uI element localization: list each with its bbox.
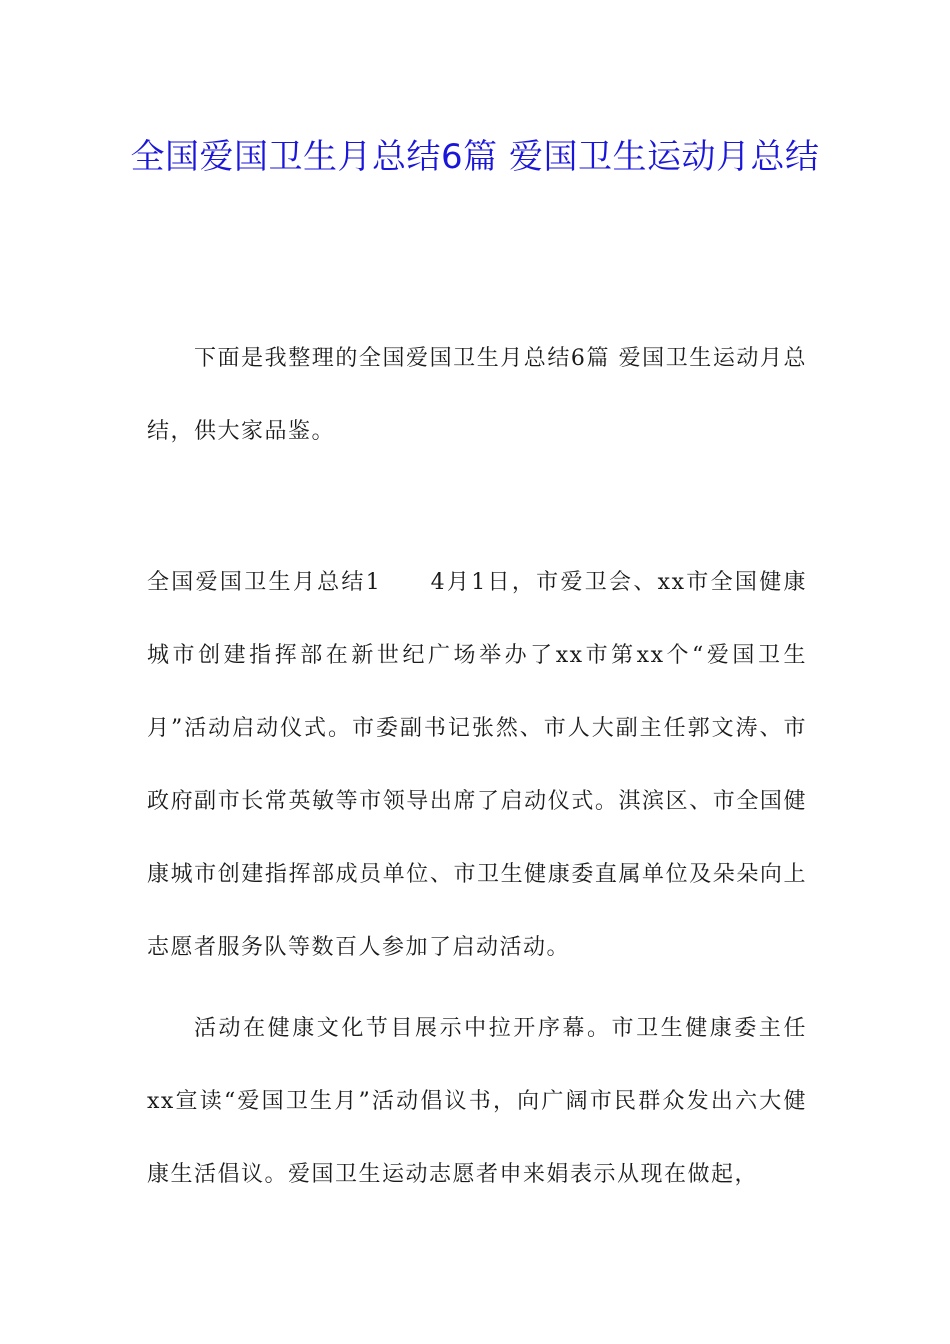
body-paragraph-1: 全国爱国卫生月总结1 4月1日，市爱卫会、xx市全国健康城市创建指挥部在新世纪广场举办了xx市第xx个“爱国卫生月”活动启动仪式。市委副书记张然、市人大副主任郭文涛、市政府副市长常英敏等市领导出席了启动仪式。淇滨区、市全国健康城市创建指挥部成员单位、市卫生健康委直属单位及朵朵向上志愿者服务队等数百人参加了启动活动。: [147, 570, 807, 960]
document-title: 全国爱国卫生月总结6篇 爱国卫生运动月总结: [130, 137, 820, 177]
body-paragraph-2: 活动在健康文化节目展示中拉开序幕。市卫生健康委主任xx宣读“爱国卫生月”活动倡议书，向广阔市民群众发出六大健康生活倡议。爱国卫生运动志愿者申来娟表示从现在做起，: [147, 1016, 807, 1187]
intro-paragraph: 下面是我整理的全国爱国卫生月总结6篇 爱国卫生运动月总结，供大家品鉴。: [147, 346, 807, 444]
